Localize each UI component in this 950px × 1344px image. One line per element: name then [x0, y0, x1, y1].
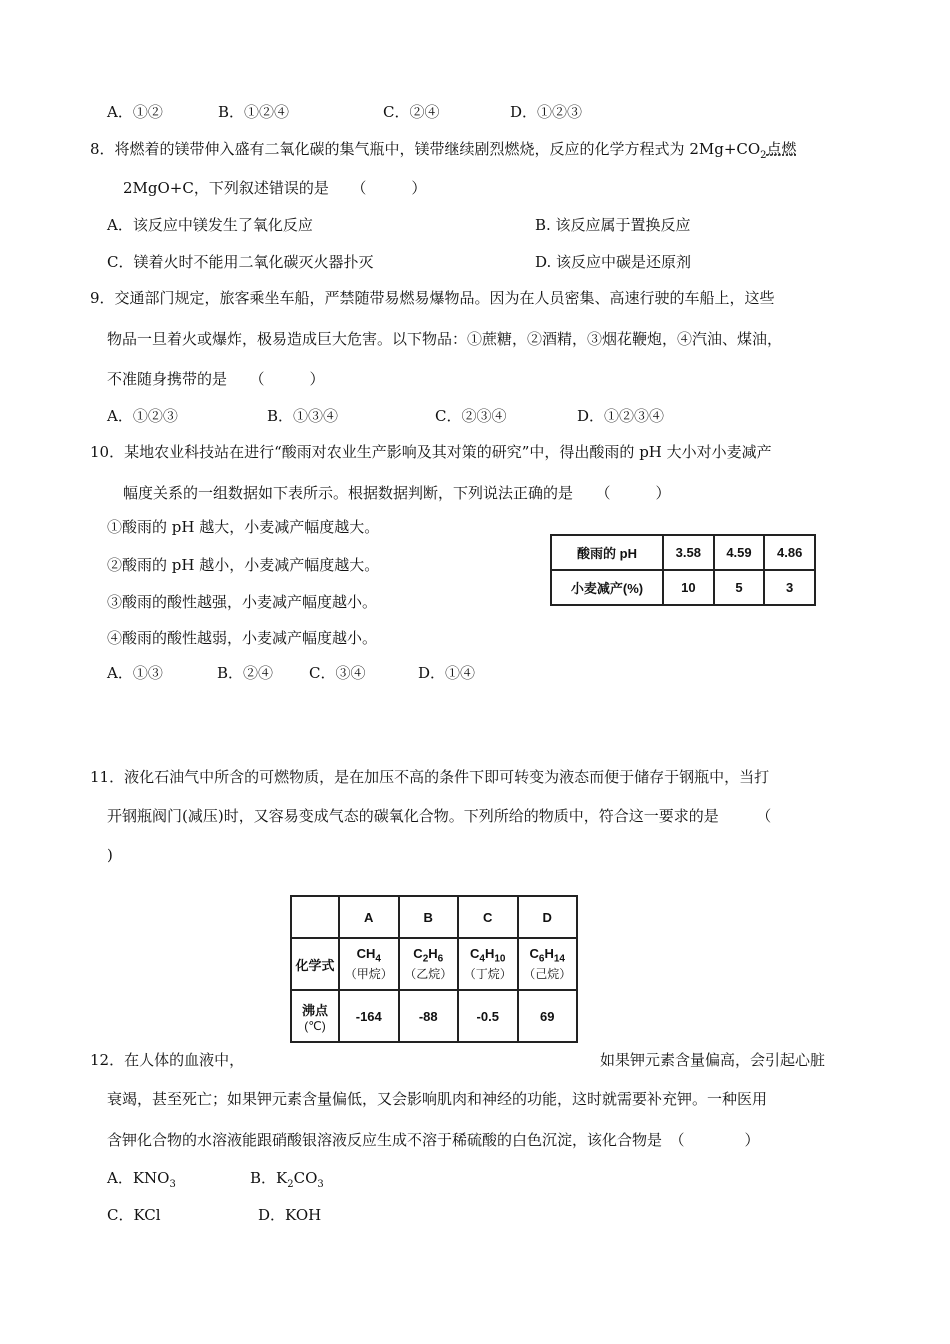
name-butane: （丁烷） — [463, 966, 512, 981]
q12-option-a-label: A．KNO — [107, 1169, 170, 1187]
table-cell: 小麦减产(%) — [551, 570, 663, 605]
q9-option-b[interactable]: B．①③④ — [267, 407, 339, 425]
boiling-point-label: 沸点 — [301, 1002, 328, 1018]
name-ethane: （乙烷） — [404, 966, 453, 981]
table-cell: 4.86 — [764, 535, 815, 570]
q12-stem-line2: 衰竭，甚至死亡；如果钾元素含量偏低，又会影响肌肉和神经的功能，这时就需要补充钾。一种医用 — [107, 1090, 768, 1108]
q7-option-d[interactable]: D．①②③ — [510, 103, 583, 121]
q8-subscript: 2 — [760, 150, 767, 161]
q9-stem-line2: 物品一旦着火或爆炸，极易造成巨大危害。以下物品：①蔗糖，②酒精，③烟花鞭炮，④汽油、煤油， — [107, 330, 783, 348]
q10-option-a[interactable]: A．①③ — [107, 664, 163, 682]
table-cell: 4.59 — [714, 535, 765, 570]
q9-option-d[interactable]: D．①②③④ — [577, 407, 665, 425]
table-cell: C — [458, 896, 518, 938]
q12-option-b[interactable]: B．$K_2CO_3$ — [250, 1169, 324, 1190]
table-cell: 3.58 — [663, 535, 714, 570]
q7-option-a[interactable]: A．①② — [107, 103, 163, 121]
q10-data-table — [550, 534, 816, 606]
q12-stem-line1-a: 12．在人体的血液中， — [90, 1051, 245, 1069]
q7-option-b[interactable]: B．①②④ — [218, 103, 290, 121]
q11-stem-line2: 开钢瓶阀门(减压)时，又容易变成气态的碳氧化合物。下列所给的物质中，符合这一要求的是 （ — [107, 807, 772, 825]
formula-ch4: CH — [356, 946, 376, 962]
q12-stem-line3: 含钾化合物的水溶液能跟硝酸银溶液反应生成不溶于稀硫酸的白色沉淀，该化合物是 （ ） — [107, 1131, 760, 1149]
q11-stem-line3: ) — [107, 846, 113, 864]
q12-option-c[interactable]: C．KCl — [107, 1206, 161, 1224]
q12-option-d[interactable]: D．KOH — [258, 1206, 322, 1224]
q9-option-a[interactable]: A．①②③ — [107, 407, 178, 425]
table-cell: 化学式 — [291, 938, 339, 990]
table-cell: -88 — [399, 990, 459, 1042]
table-cell: 5 — [714, 570, 765, 605]
q12-option-a[interactable]: A．$KNO_3$ — [107, 1169, 176, 1190]
table-cell: 69 — [518, 990, 578, 1042]
q10-option-b[interactable]: B．②④ — [217, 664, 274, 682]
table-row — [291, 990, 577, 1042]
table-row — [291, 896, 577, 938]
q10-statement-1: ①酸雨的 pH 越大，小麦减产幅度越大。 — [107, 518, 380, 536]
q10-statement-3: ③酸雨的酸性越强，小麦减产幅度越小。 — [107, 593, 378, 611]
table-cell: D — [518, 896, 578, 938]
table-cell: $CH_4$ （甲烷） — [339, 938, 399, 990]
table-cell: $C_6H_{14}$ （己烷） — [518, 938, 578, 990]
table-cell: 酸雨的 pH — [551, 535, 663, 570]
q7-option-c[interactable]: C．②④ — [383, 103, 440, 121]
q12-option-b-label: B．K — [250, 1169, 288, 1187]
table-row — [551, 570, 815, 605]
q10-option-c[interactable]: C．③④ — [309, 664, 366, 682]
q8-stem-text: 8．将燃着的镁带伸入盛有二氧化碳的集气瓶中，镁带继续剧烈燃烧，反应的化学方程式为 2Mg+CO — [90, 140, 761, 158]
q9-option-c[interactable]: C．②③④ — [435, 407, 507, 425]
table-cell: 10 — [663, 570, 714, 605]
table-cell: A — [339, 896, 399, 938]
table-cell: $C_2H_6$ （乙烷） — [399, 938, 459, 990]
table-cell: B — [399, 896, 459, 938]
q9-stem-line3: 不准随身携带的是 （ ） — [107, 370, 325, 388]
q8-condition: 点燃 — [766, 140, 797, 158]
q10-statement-4: ④酸雨的酸性越弱，小麦减产幅度越小。 — [107, 629, 378, 647]
table-cell: -164 — [339, 990, 399, 1042]
table-cell — [291, 990, 339, 1042]
q12-stem-line1-b: 如果钾元素含量偏高，会引起心脏 — [600, 1051, 826, 1069]
q8-option-d[interactable]: D. 该反应中碳是还原剂 — [535, 253, 692, 271]
name-hexane: （己烷） — [523, 966, 572, 981]
table-cell — [291, 896, 339, 938]
q8-stem-line2: 2MgO+C，下列叙述错误的是 （ ） — [123, 179, 427, 197]
table-row — [551, 535, 815, 570]
q8-option-a[interactable]: A．该反应中镁发生了氧化反应 — [107, 216, 313, 234]
q10-stem-line2: 幅度关系的一组数据如下表所示。根据数据判断，下列说法正确的是 （ ） — [123, 484, 671, 502]
table-cell: -0.5 — [458, 990, 518, 1042]
q8-option-c[interactable]: C．镁着火时不能用二氧化碳灭火器扑灭 — [107, 253, 374, 271]
table-row — [291, 938, 577, 990]
q10-stem-line1: 10．某地农业科技站在进行“酸雨对农业生产影响及其对策的研究”中，得出酸雨的 pH 大小对小麦减产 — [90, 443, 772, 461]
q10-statement-2: ②酸雨的 pH 越小，小麦减产幅度越大。 — [107, 556, 380, 574]
q11-stem-line1: 11．液化石油气中所含的可燃物质，是在加压不高的条件下即可转变为液态而便于储存于钢瓶中，当打 — [90, 768, 770, 786]
table-cell: 3 — [764, 570, 815, 605]
q10-option-d[interactable]: D．①④ — [418, 664, 476, 682]
q11-data-table — [290, 895, 578, 1043]
q9-stem-line1: 9．交通部门规定，旅客乘坐车船，严禁随带易燃易爆物品。因为在人员密集、高速行驶的车船上，这些 — [90, 289, 775, 307]
boiling-point-unit: (℃) — [304, 1018, 326, 1033]
table-cell: $C_4H_{10}$ （丁烷） — [458, 938, 518, 990]
q8-stem-line1 — [90, 139, 797, 166]
name-methane: （甲烷） — [344, 966, 393, 981]
q8-option-b[interactable]: B. 该反应属于置换反应 — [535, 216, 691, 234]
